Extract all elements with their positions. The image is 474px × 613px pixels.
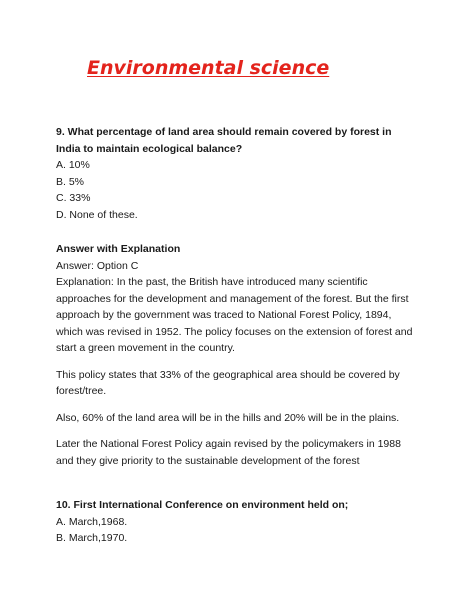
answer-heading: Answer with Explanation xyxy=(56,243,181,255)
document-content xyxy=(56,124,418,547)
answer-paragraph-4: Later the National Forest Policy again revised by the policymakers in 1988 and they give priority to the sustainable development of the forest xyxy=(56,438,401,467)
q9-option-c: C. 33% xyxy=(56,192,91,204)
page-title: Environmental science xyxy=(87,57,330,79)
q9-option-a: A. 10% xyxy=(56,159,90,171)
question-9: 9. What percentage of land area should remain covered by forest in India to maintain ecological balance? xyxy=(56,126,392,155)
answer-option: Answer: Option C xyxy=(56,259,139,272)
answer-paragraph-3: Also, 60% of the land area will be in the hills and 20% will be in the plains. xyxy=(56,411,400,424)
question-10: 10. First International Conference on environment held on; xyxy=(56,499,349,511)
answer-explanation: Explanation: In the past, the British have introduced many scientific approaches for the development and management of the forest. But the first approach by the government was traced to National Forest Policy, 1894, which was revised in 1952. The policy focuses on the extension of forest and start a green movement in the country. xyxy=(56,276,413,354)
q10-option-b: B. March,1970. xyxy=(56,532,128,544)
answer-paragraph-2: This policy states that 33% of the geographical area should be covered by forest/tree. xyxy=(56,368,400,397)
q9-option-d: D. None of these. xyxy=(56,208,138,221)
q10-option-a: A. March,1968. xyxy=(56,515,128,528)
q9-option-b: B. 5% xyxy=(56,175,85,188)
